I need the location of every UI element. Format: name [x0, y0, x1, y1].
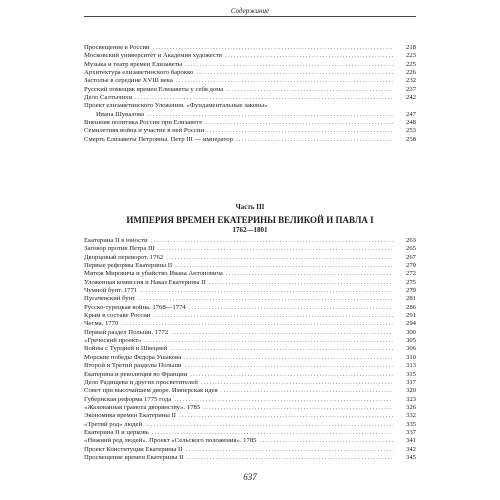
toc-entry-page: 305: [405, 337, 416, 345]
toc-entry-page: 267: [405, 253, 416, 261]
toc-entry: [84, 362, 416, 370]
toc-entry-page: 315: [405, 370, 416, 378]
dot-leader: [185, 446, 393, 454]
toc-entry-page: 247: [405, 110, 416, 118]
dot-leader: [225, 52, 393, 60]
toc-entry-page: 341: [405, 437, 416, 445]
toc-entry: [84, 86, 416, 94]
toc-entry: [84, 429, 416, 437]
toc-section-elizabeth: [84, 44, 416, 144]
dot-leader: [151, 237, 393, 245]
toc-entry-title: Морские победы Федора Ушакова: [84, 353, 182, 361]
toc-entry: [84, 371, 416, 379]
toc-entry: [84, 94, 416, 102]
toc-entry: [84, 262, 416, 270]
toc-entry-title: Русский помещик времен Елизаветы у себя дома: [84, 85, 224, 93]
toc-entry-title: Крым в составе России: [84, 312, 151, 320]
dot-leader: [144, 337, 393, 345]
dot-leader: [140, 287, 393, 295]
toc-entry-page: 335: [405, 420, 416, 428]
toc-entry-page: 258: [405, 135, 416, 143]
toc-entry-title: Екатерина II и церковь: [84, 428, 149, 436]
toc-entry-page: 310: [405, 353, 416, 361]
toc-entry-title: Чумной бунт. 1771: [84, 287, 138, 295]
toc-entry-title: Проект елизаветинского Уложения. «Фундаментальные законы»: [84, 102, 268, 110]
running-header: [84, 0, 416, 17]
toc-entry: [84, 61, 416, 69]
dot-leader: [153, 44, 393, 52]
toc-entry: [84, 304, 416, 312]
toc-entry: [84, 337, 416, 345]
toc-entry-page: 286: [405, 303, 416, 311]
toc-entry-title: Совет при высочайшем дворе. Имперская идея: [84, 387, 218, 395]
dot-leader: [205, 119, 393, 127]
toc-entry: [84, 77, 416, 85]
dot-leader: [236, 136, 393, 144]
toc-entry: [84, 52, 416, 60]
part-title: ИМПЕРИЯ ВРЕМЕН ЕКАТЕРИНЫ ВЕЛИКОЙ И ПАВЛА I: [126, 215, 374, 225]
dot-leader: [196, 69, 393, 77]
toc-entry-page: 232: [405, 77, 416, 85]
toc-entry-title: Музыка и театр времен Елизаветы: [84, 60, 183, 68]
toc-entry: [84, 69, 416, 77]
toc-entry-title: «Греческий проект»: [84, 337, 142, 345]
dot-leader: [226, 86, 393, 94]
toc-entry: [84, 387, 416, 395]
toc-entry: [84, 287, 416, 295]
toc-entry-title: Второй и Третий разделы Польши: [84, 362, 182, 370]
dot-leader: [185, 61, 393, 69]
toc-entry-page: 345: [405, 453, 416, 461]
toc-entry-title: Губернская реформа 1775 года: [84, 395, 172, 403]
toc-entry: [84, 354, 416, 362]
toc-entry-page: 223: [405, 52, 416, 60]
toc-entry: [84, 454, 416, 462]
toc-entry: [84, 136, 416, 144]
toc-entry: [84, 102, 416, 110]
toc-entry: [84, 127, 416, 135]
toc-entry-title: «Нижний род людей». Проект «Сельского положения». 1785: [84, 437, 257, 445]
toc-entry: [84, 237, 416, 245]
toc-entry-page: 313: [405, 362, 416, 370]
toc-entry-page: 323: [405, 395, 416, 403]
toc-entry: [84, 44, 416, 52]
part-years: 1762—1801: [232, 226, 268, 234]
toc-entry: [84, 245, 416, 253]
dot-leader: [203, 404, 393, 412]
toc-entry: [84, 396, 416, 404]
toc-entry-title: Семилетняя война и участие в ней России: [84, 127, 205, 135]
dot-leader: [121, 320, 393, 328]
toc-entry-page: 306: [405, 345, 416, 353]
toc-entry: [84, 345, 416, 353]
dot-leader: [207, 127, 393, 135]
dot-leader: [166, 254, 393, 262]
dot-leader: [175, 262, 393, 270]
toc-entry: [84, 312, 416, 320]
toc-entry-page: 332: [405, 412, 416, 420]
dot-leader: [153, 312, 393, 320]
toc-entry-title: Заговор против Петра III: [84, 245, 155, 253]
part-label: Часть III: [235, 203, 265, 211]
toc-entry-page: 272: [405, 270, 416, 278]
toc-entry-title: Экономика времен Екатерины II: [84, 412, 177, 420]
toc-entry: [84, 412, 416, 420]
dot-leader: [170, 345, 393, 353]
dot-leader: [174, 396, 393, 404]
dot-leader: [221, 387, 393, 395]
dot-leader: [201, 379, 393, 387]
toc-section-catherine: [84, 237, 416, 462]
toc-entry-title: Московский университет и Академия художеств: [84, 52, 223, 60]
toc-entry-title: «Третий род» людей: [84, 420, 143, 428]
toc-entry-title: Екатерина II в юности: [84, 237, 148, 244]
toc-entry: [84, 254, 416, 262]
toc-entry-page: 320: [405, 387, 416, 395]
dot-leader: [179, 412, 393, 420]
toc-entry-title: Проект Конституции Екатерины II: [84, 445, 183, 453]
toc-entry-page: 275: [405, 278, 416, 286]
dot-leader: [226, 270, 393, 278]
toc-entry-title: Пугачевский бунт: [84, 295, 136, 303]
toc-entry-title: Просвещение в России: [84, 44, 150, 51]
toc-entry-page: 342: [405, 445, 416, 453]
toc-entry-title: «Жалованная грамота дворянству». 1785: [84, 403, 201, 411]
dot-leader: [158, 245, 393, 253]
toc-entry-page: 218: [405, 44, 416, 51]
toc-entry-title: Смерть Елизаветы Петровны. Петр III — император: [84, 135, 233, 143]
part-heading: [84, 203, 416, 235]
toc-entry-title: Застолье в середине XVIII века: [84, 77, 173, 85]
toc-entry-page: 279: [405, 287, 416, 295]
dot-leader: [184, 354, 393, 362]
toc-entry-title: Русско-турецкая война. 1768—1774: [84, 303, 186, 311]
toc-entry-title: Архитектура елизаветинского барокко: [84, 69, 194, 77]
toc-entry-page: 265: [405, 245, 416, 253]
toc-entry-title: Первые реформы Екатерины II: [84, 262, 173, 270]
dot-leader: [260, 437, 393, 445]
dot-leader: [176, 77, 393, 85]
dot-leader: [152, 429, 393, 437]
toc-entry: [84, 437, 416, 445]
dot-leader: [135, 94, 393, 102]
toc-entry-page: 242: [405, 94, 416, 102]
toc-entry-page: 225: [405, 60, 416, 68]
toc-entry-title: Первый раздел Польши. 1772: [84, 328, 169, 336]
page-number: 637: [243, 472, 257, 482]
toc-entry-page: 326: [405, 403, 416, 411]
toc-entry: [84, 320, 416, 328]
toc-entry-title: Екатерина и революция во Франции: [84, 370, 188, 378]
toc-entry-title: Мятеж Мировича и убийство Ивана Антоновича: [84, 270, 223, 278]
toc-entry-page: 270: [405, 262, 416, 270]
toc-entry-page: 281: [405, 295, 416, 303]
dot-leader: [145, 421, 393, 429]
dot-leader: [138, 295, 393, 303]
toc-entry-page: 237: [405, 85, 416, 93]
toc-entry-page: 294: [405, 320, 416, 328]
toc-entry-page: 263: [405, 237, 416, 244]
toc-entry-page: 337: [405, 428, 416, 436]
toc-entry: [84, 295, 416, 303]
toc-entry: [84, 270, 416, 278]
toc-entry-title: Дело Радищева и других просветителей: [84, 378, 198, 386]
running-title: Содержание: [230, 7, 270, 15]
dot-leader: [190, 371, 393, 379]
toc-entry: [84, 379, 416, 387]
toc-entry-page: 248: [405, 119, 416, 127]
toc-entry: [84, 329, 416, 337]
toc-entry-title: Чесма. 1770: [84, 320, 119, 328]
toc-entry-page: 291: [405, 312, 416, 320]
toc-entry-page: 300: [405, 328, 416, 336]
toc-entry-title: Просвещение времен Екатерины II: [84, 453, 184, 461]
toc-entry: [84, 111, 416, 119]
toc-entry-title: Дело Салтычихи: [84, 94, 133, 102]
dot-leader: [209, 279, 393, 287]
dot-leader: [147, 111, 393, 119]
toc-entry: [84, 446, 416, 454]
toc-entry: [84, 421, 416, 429]
dot-leader: [189, 304, 393, 312]
toc-entry-title: Уложенная комиссия и Наказ Екатерины II: [84, 278, 206, 286]
dot-leader: [171, 329, 393, 337]
toc-entry-page: 253: [405, 127, 416, 135]
dot-leader: [185, 362, 393, 370]
toc-entry: [84, 279, 416, 287]
toc-entry-title: Ивана Шувалова: [96, 110, 144, 118]
toc-entry: [84, 119, 416, 127]
dot-leader: [187, 454, 393, 462]
toc-entry: [84, 404, 416, 412]
toc-entry-page: 226: [405, 69, 416, 77]
toc-entry-title: Войны с Турцией и Швецией: [84, 345, 168, 353]
toc-entry-title: Дворцовый переворот. 1762: [84, 253, 164, 261]
toc-entry-page: 317: [405, 378, 416, 386]
toc-entry-title: Внешняя политика России при Елизавете: [84, 119, 203, 127]
